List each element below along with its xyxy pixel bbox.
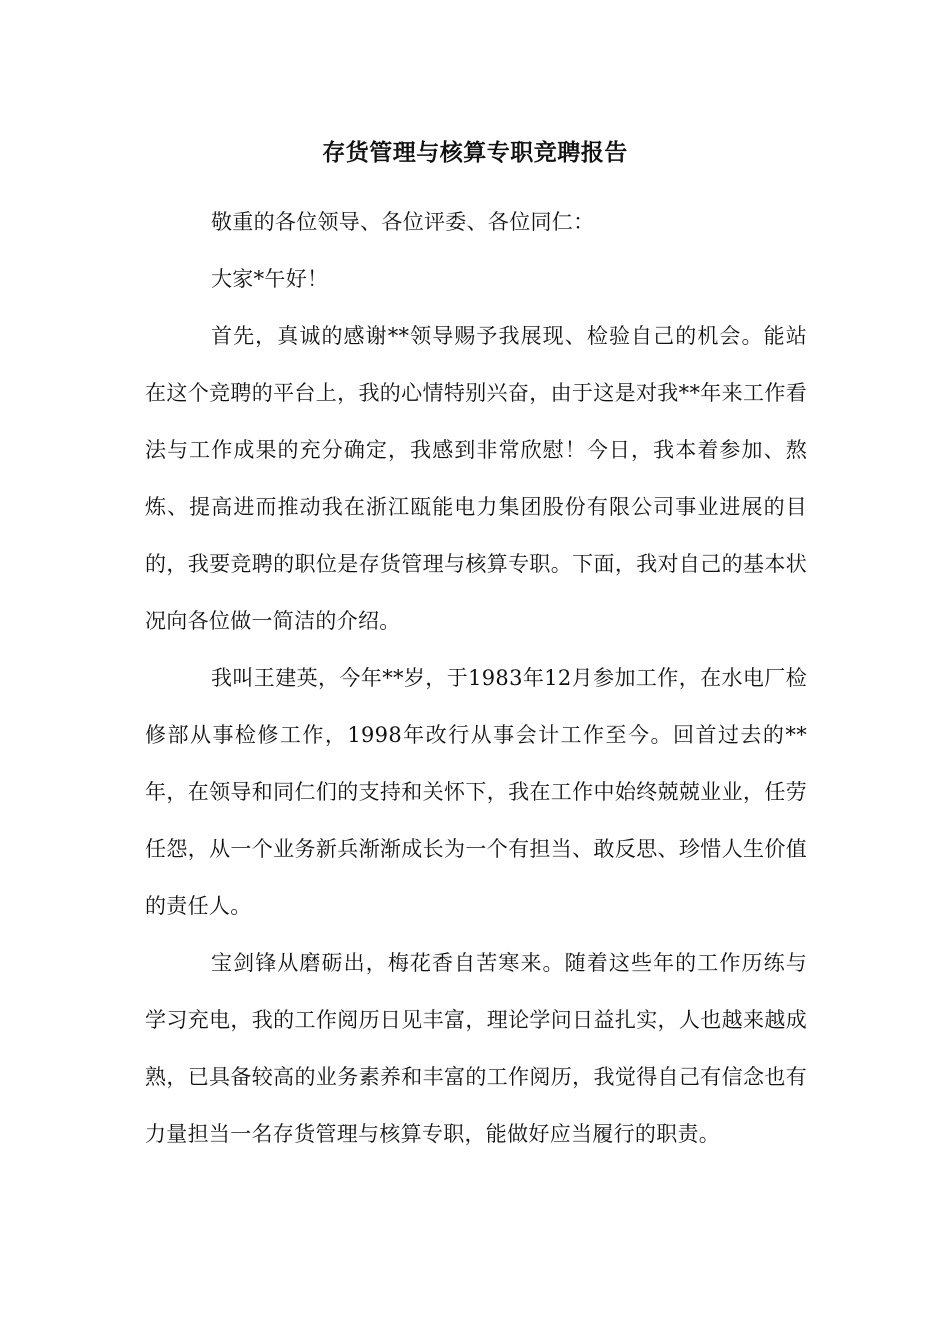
document-title: 存货管理与核算专职竞聘报告 xyxy=(322,139,628,166)
background-paragraph: 我叫王建英，今年**岁，于1983年12月参加工作，在水电厂检修部从事检修工作，1998年改行从事会计工作至今。回首过去的**年，在领导和同仁们的支持和关怀下，我在工作中始终兢兢业业，任劳任怨，从一个业务新兵渐渐成长为一个有担当、敢反思、珍惜人生价值的责任人。 xyxy=(145,666,807,918)
introduction-paragraph: 首先，真诚的感谢**领导赐予我展现、检验自己的机会。能站在这个竞聘的平台上，我的心情特别兴奋，由于这是对我**年来工作看法与工作成果的充分确定，我感到非常欣慰！今日，我本着参加、熬炼、提高进而推动我在浙江瓯能电力集团股份有限公司事业进展的目的，我要竞聘的职位是存货管理与核算专职。下面，我对自己的基本状况向各位做一简洁的介绍。 xyxy=(145,324,807,633)
qualification-paragraph: 宝剑锋从磨砺出，梅花香自苦寒来。随着这些年的工作历练与学习充电，我的工作阅历日见丰富，理论学问日益扎实，人也越来越成熟，已具备较高的业务素养和丰富的工作阅历，我觉得自己有信念也有力量担当一名存货管理与核算专职，能做好应当履行的职责。 xyxy=(145,951,807,1146)
salutation-paragraph: 敬重的各位领导、各位评委、各位同仁： xyxy=(211,210,595,234)
greeting-paragraph: 大家*午好！ xyxy=(211,267,329,291)
document-body xyxy=(145,194,807,1163)
